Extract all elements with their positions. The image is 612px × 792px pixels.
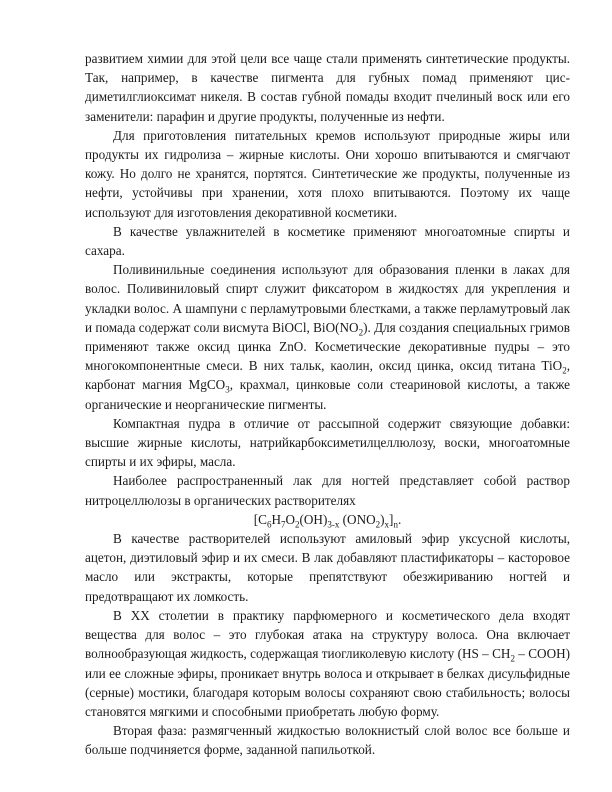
subscript: 2 [358, 327, 364, 338]
text-run: развитием химии для этой цели все чаще стали применять синтетические продукты. Так, например, в качестве пигмента для губных помад применяют цис-диметилглиоксимат никеля. В состав губной помады входит пчелиный воск или его заменители: парафин и другие продукты, полученные из нефти. [85, 51, 570, 124]
text-run: ) [380, 511, 385, 527]
subscript: 3-x [327, 519, 340, 530]
paragraph [85, 49, 570, 126]
subscript: 2 [295, 519, 300, 530]
text-run: , карбонат магния MgCO [85, 358, 570, 393]
text-run: – COOH) или ее сложные эфиры, проникает внутрь волоса и открывает в белках дисульфидные (серные) мостики, благодаря которым волосы сохраняют свою стабильность; волосы становятся мягкими и способными приобретать любую форму. [85, 646, 571, 719]
document-page [85, 49, 570, 760]
text-run: В XX столетии в практику парфюмерного и косметического дела входят вещества для волос – это глубокая атака на структуру волоса. Она включает волнообразующая жидкость, содержащая тиогликолевую кислоту (HS – CH [85, 607, 570, 662]
text-run: Для приготовления питательных кремов используют природные жиры или продукты их гидролиза – жирные кислоты. Они хорошо впитываются и смягчают кожу. Но долго не хранятся, портятся. Синтетические же продукты, полученные из нефти, устойчивы при хранении, хотя плохо впитываются. Поэтому их чаще используют для изготовления декоративной косметики. [85, 127, 570, 220]
text-run: Вторая фаза: размягченный жидкостью волокнистый слой волос все больше и больше подчиняется форме, заданной папильоткой. [85, 723, 570, 758]
text-run: В качестве растворителей используют амиловый эфир уксусной кислоты, ацетон, диэтиловый эфир и их смеси. В лак добавляют пластификаторы – касторовое масло или экстракты, которые препятствуют обезжириванию ногтей и предотвращают их ломкость. [85, 531, 570, 604]
text-run: O [285, 511, 296, 527]
paragraph [85, 606, 570, 721]
text-run: ] [389, 511, 394, 527]
chemical-formula [85, 510, 570, 529]
text-run: (OH) [299, 511, 328, 527]
text-run: (ONO [339, 511, 376, 527]
text-run: Наиболее распространенный лак для ногтей представляет собой раствор нитроцеллюлозы в органических растворителях [85, 473, 570, 508]
text-run: [C [253, 511, 267, 527]
paragraph [85, 471, 570, 509]
text-run: H [271, 511, 281, 527]
paragraph [85, 126, 570, 222]
subscript: 2 [562, 365, 567, 376]
paragraph [85, 529, 570, 606]
paragraph [85, 260, 570, 414]
subscript: 6 [266, 519, 272, 530]
subscript: n [393, 519, 398, 530]
text-run: . [397, 511, 402, 527]
text-run: , крахмал, цинковые соли стеариновой кислоты, а также органические и неорганические пигменты. [85, 377, 570, 412]
paragraph [85, 222, 570, 260]
paragraph [85, 414, 570, 472]
text-run: Компактная пудра в отличие от рассыпной содержит связующие добавки: высшие жирные кислоты, натрийкарбоксиметилцеллюлозу, воски, многоатомные спирты и их эфиры, масла. [85, 415, 570, 470]
subscript: x [384, 519, 390, 530]
subscript: 2 [510, 653, 515, 664]
text-run: ). Для создания специальных гримов применяют также оксид цинка ZnO. Косметические декоративные пудры – это многокомпонентные смеси. В них тальк, каолин, оксид цинка, оксид титана TiO [85, 319, 570, 374]
subscript: 2 [375, 519, 381, 530]
text-run: Поливинильные соединения используют для образования пленки в лаках для волос. Поливиниловый спирт служит фиксатором в жидкостях для укрепления и укладки волос. А шампуни с перламутровыми блестками, а также перламутровый лак и помада содержат соли висмута BiOCl, BiO(NO [85, 262, 570, 335]
text-run: В качестве увлажнителей в косметике применяют многоатомные спирты и сахара. [85, 223, 570, 259]
subscript: 3 [225, 385, 230, 396]
paragraph [85, 721, 570, 759]
subscript: 7 [280, 519, 286, 530]
